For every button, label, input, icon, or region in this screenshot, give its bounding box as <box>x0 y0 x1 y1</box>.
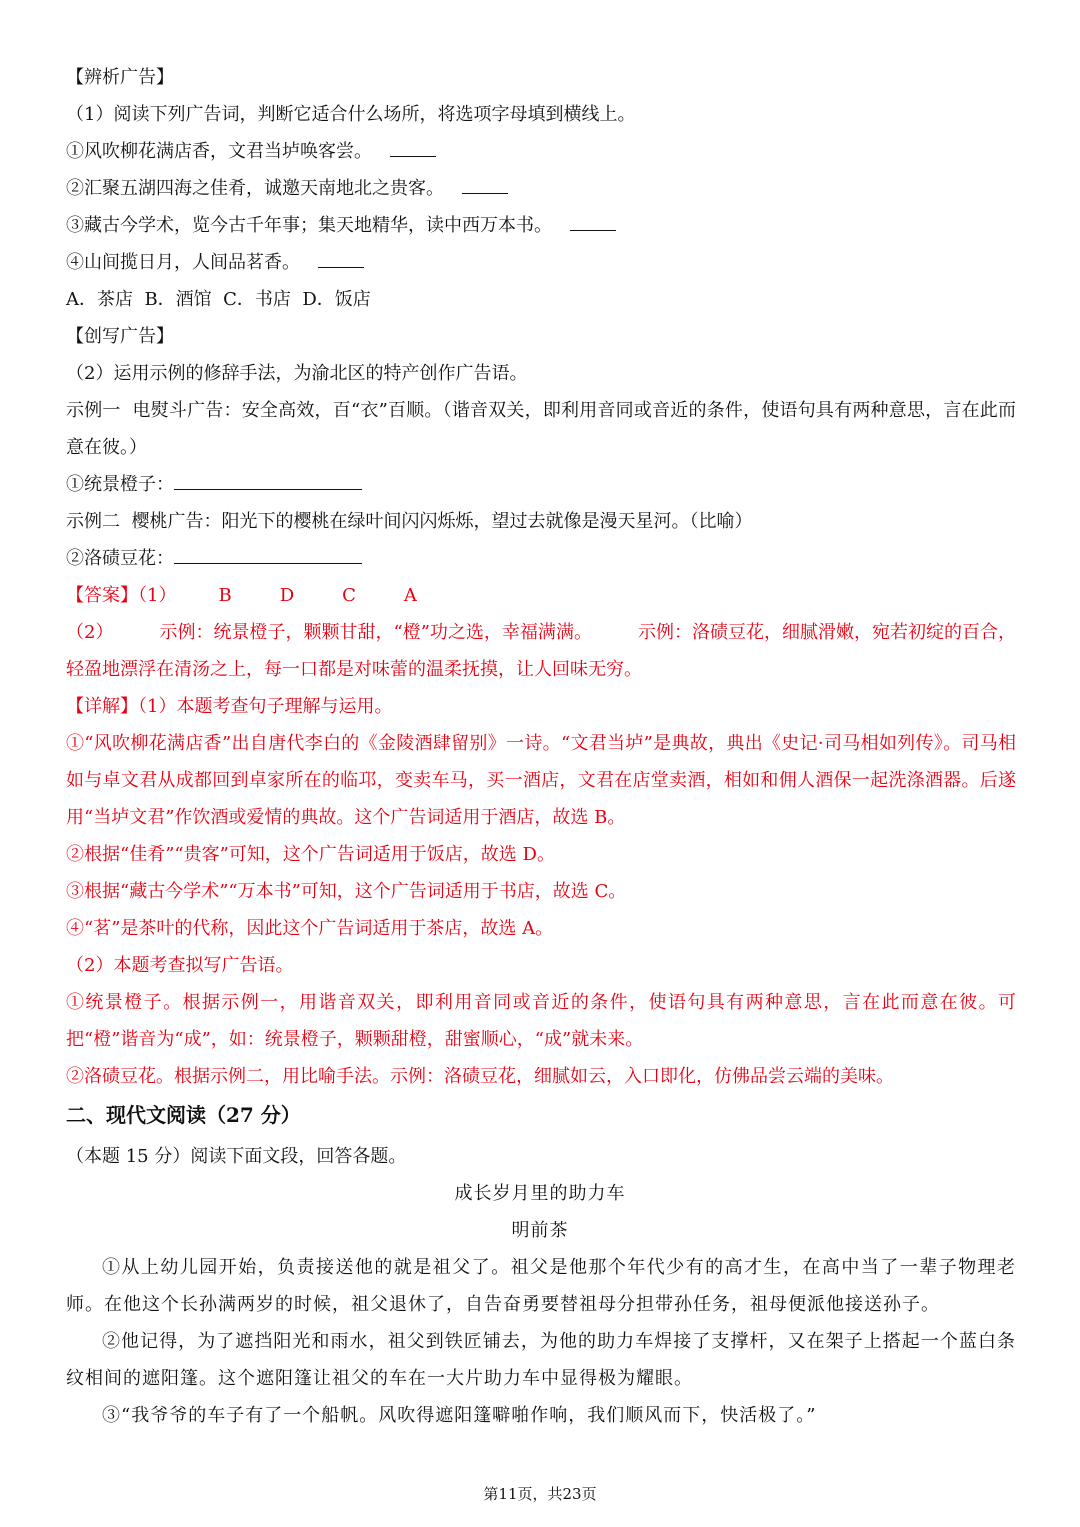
answer-line-label: ②洛碛豆花： <box>66 548 174 569</box>
explanation-heading: 【详解】 <box>66 696 138 717</box>
question-1-item <box>66 170 1016 207</box>
question-1-options: A．茶店 B．酒馆 C．书店 D．饭店 <box>66 289 371 310</box>
article-paragraph: ①从上幼儿园开始，负责接送他的就是祖父了。祖父是他那个年代少有的高才生，在高中当了一辈子物理老师。在他这个长孙满两岁的时候，祖父退休了，自告奋勇要替祖母分担带孙任务，祖母便派他接送孙子。 <box>66 1257 1016 1315</box>
question-1-item-text: ③藏古今学术，览今古千年事；集天地精华，读中西万本书。 <box>66 215 552 236</box>
article-paragraph: ②他记得，为了遮挡阳光和雨水，祖父到铁匠铺去，为他的助力车焊接了支撑杆，又在架子上搭起一个蓝白条纹相间的遮阳篷。这个遮阳篷让祖父的车在一大片助力车中显得极为耀眼。 <box>66 1331 1016 1389</box>
question-1-item <box>66 133 1016 170</box>
answer-heading: 【答案】（1） <box>66 585 177 606</box>
answer-letter: C <box>342 585 356 606</box>
example-2: 示例二 樱桃广告：阳光下的樱桃在绿叶间闪闪烁烁，望过去就像是漫天星河。（比喻） <box>66 511 753 532</box>
section-2-title: 二、现代文阅读（27 分） <box>66 1103 301 1127</box>
answer-letter: A <box>403 585 417 606</box>
answer-blank <box>390 140 436 157</box>
question-2-prompt: （2）运用示例的修辞手法，为渝北区的特产创作广告语。 <box>66 363 528 384</box>
question-1-item <box>66 207 1016 244</box>
explanation-item: ②洛碛豆花。根据示例二，用比喻手法。示例：洛碛豆花，细腻如云，入口即化，仿佛品尝云端的美味。 <box>66 1066 894 1087</box>
answer-blank <box>318 251 364 268</box>
page-footer: 第11页，共23页 <box>483 1485 597 1503</box>
explanation-header <box>66 688 1016 725</box>
answer-part-2-example-b: 示例：洛碛豆花，细腻滑嫩，宛若初绽的百合，轻盈地漂浮在清汤之上，每一口都是对味蕾的温柔抚摸，让人回味无穷。 <box>66 622 1017 680</box>
explanation-item: ③根据“藏古今学术”“万本书”可知，这个广告词适用于书店，故选 C。 <box>66 881 627 902</box>
section-heading-analysis: 【辨析广告】 <box>66 67 174 88</box>
answer-part-2-number: （2） <box>66 622 114 643</box>
question-1-prompt: （1）阅读下列广告词，判断它适合什么场所，将选项字母填到横线上。 <box>66 104 636 125</box>
question-1-item-text: ④山间揽日月，人间品茗香。 <box>66 252 300 273</box>
answer-blank <box>462 177 508 194</box>
answer-part-2 <box>66 614 1016 688</box>
question-1-item <box>66 244 1016 281</box>
explanation-part-2-title: （2）本题考查拟写广告语。 <box>66 955 294 976</box>
answer-line-1 <box>66 466 1016 503</box>
article-title: 成长岁月里的助力车 <box>454 1183 626 1204</box>
question-1-item-text: ①风吹柳花满店香，文君当垆唤客尝。 <box>66 141 372 162</box>
article-paragraph: ③“我爷爷的车子有了一个船帆。风吹得遮阳篷噼啪作响，我们顺风而下，快活极了。” <box>102 1405 817 1426</box>
explanation-part-1-title: （1）本题考查句子理解与运用。 <box>138 696 393 717</box>
section-2-intro: （本题 15 分）阅读下面文段，回答各题。 <box>66 1146 407 1167</box>
answer-part-1 <box>66 577 1016 614</box>
explanation-item: ①统景橙子。根据示例一，用谐音双关，即利用音同或音近的条件，使语句具有两种意思，言在此而意在彼。可把“橙”谐音为“成”，如：统景橙子，颗颗甜橙，甜蜜顺心，“成”就未来。 <box>66 992 1016 1050</box>
answer-letter: D <box>279 585 295 606</box>
explanation-item: ②根据“佳肴”“贵客”可知，这个广告词适用于饭店，故选 D。 <box>66 844 555 865</box>
explanation-item: ①“风吹柳花满店香”出自唐代李白的《金陵酒肆留别》一诗。“文君当垆”是典故，典出《史记·司马相如列传》。司马相如与卓文君从成都回到卓家所在的临邛，变卖车马，买一酒店，文君在店堂卖酒，相如和佣人酒保一起洗涤酒器。后遂用“当垆文君”作饮酒或爱情的典故。这个广告词适用于酒店，故选 B。 <box>66 733 1016 828</box>
question-1-item-text: ②汇聚五湖四海之佳肴，诚邀天南地北之贵客。 <box>66 178 444 199</box>
example-1: 示例一 电熨斗广告：安全高效，百“衣”百顺。（谐音双关，即利用音同或音近的条件，使语句具有两种意思，言在此而意在彼。） <box>66 400 1016 458</box>
answer-blank <box>570 214 616 231</box>
section-heading-create: 【创写广告】 <box>66 326 174 347</box>
answer-line-2 <box>66 540 1016 577</box>
explanation-item: ④“茗”是茶叶的代称，因此这个广告词适用于茶店，故选 A。 <box>66 918 554 939</box>
answer-letter: B <box>218 585 232 606</box>
answer-blank <box>174 473 362 490</box>
answer-line-label: ①统景橙子： <box>66 474 174 495</box>
answer-part-2-example-a: 示例：统景橙子，颗颗甘甜，“橙”功之选，幸福满满。 <box>159 622 592 643</box>
answer-blank <box>174 547 362 564</box>
article-author: 明前茶 <box>511 1220 569 1241</box>
